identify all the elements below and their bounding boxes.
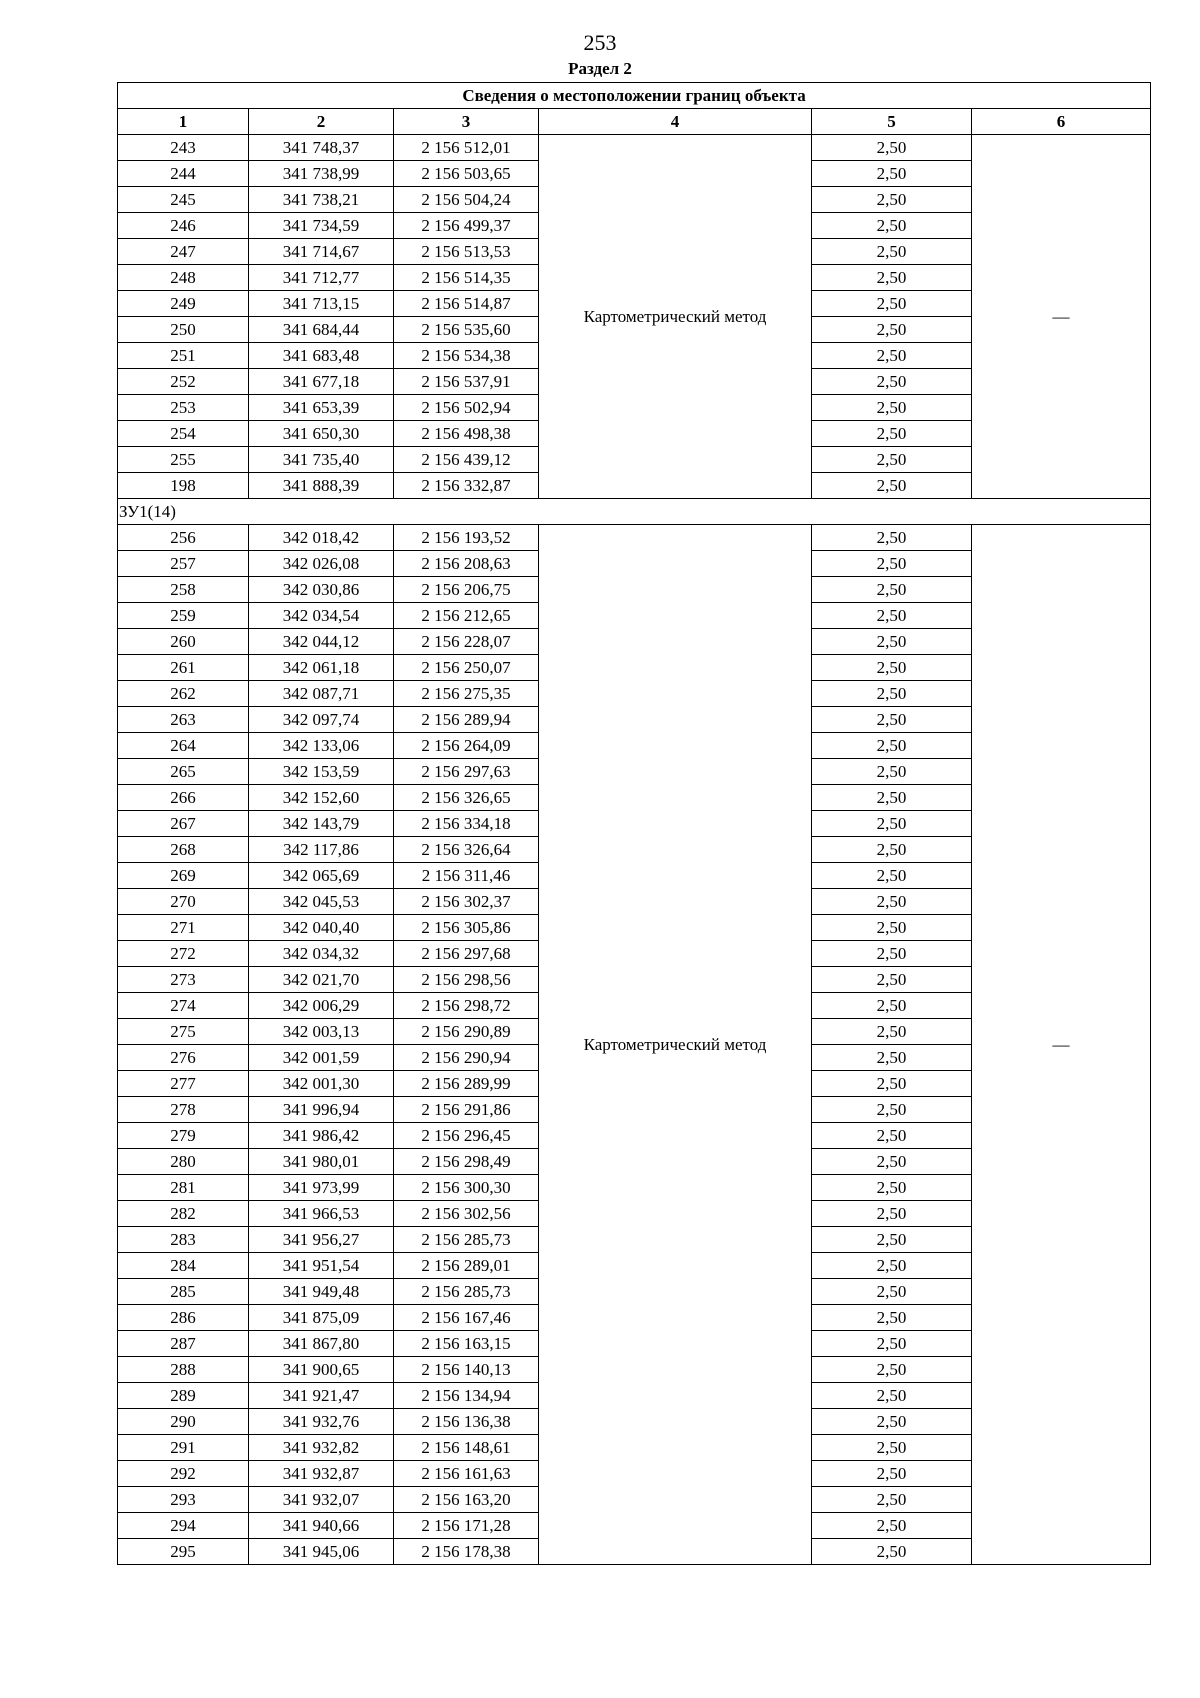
accuracy-value: 2,50 (812, 1357, 972, 1383)
point-number: 198 (118, 473, 249, 499)
point-number: 274 (118, 993, 249, 1019)
table-row (118, 135, 1151, 161)
x-coordinate: 342 001,59 (249, 1045, 394, 1071)
method-cell: Картометрический метод (539, 525, 812, 1565)
point-number: 244 (118, 161, 249, 187)
x-coordinate: 342 133,06 (249, 733, 394, 759)
y-coordinate: 2 156 302,56 (394, 1201, 539, 1227)
table-body (118, 135, 1151, 1565)
point-number: 252 (118, 369, 249, 395)
y-coordinate: 2 156 161,63 (394, 1461, 539, 1487)
accuracy-value: 2,50 (812, 1461, 972, 1487)
column-number-5: 5 (812, 109, 972, 135)
x-coordinate: 342 021,70 (249, 967, 394, 993)
x-coordinate: 341 932,82 (249, 1435, 394, 1461)
point-number: 279 (118, 1123, 249, 1149)
y-coordinate: 2 156 171,28 (394, 1513, 539, 1539)
y-coordinate: 2 156 334,18 (394, 811, 539, 837)
accuracy-value: 2,50 (812, 1409, 972, 1435)
point-number: 259 (118, 603, 249, 629)
point-number: 265 (118, 759, 249, 785)
accuracy-value: 2,50 (812, 473, 972, 499)
y-coordinate: 2 156 291,86 (394, 1097, 539, 1123)
point-number: 255 (118, 447, 249, 473)
x-coordinate: 341 653,39 (249, 395, 394, 421)
y-coordinate: 2 156 513,53 (394, 239, 539, 265)
x-coordinate: 341 738,21 (249, 187, 394, 213)
accuracy-value: 2,50 (812, 707, 972, 733)
accuracy-value: 2,50 (812, 1071, 972, 1097)
point-number: 287 (118, 1331, 249, 1357)
point-number: 254 (118, 421, 249, 447)
y-coordinate: 2 156 498,38 (394, 421, 539, 447)
column-number-4: 4 (539, 109, 812, 135)
point-number: 267 (118, 811, 249, 837)
point-number: 268 (118, 837, 249, 863)
accuracy-value: 2,50 (812, 447, 972, 473)
accuracy-value: 2,50 (812, 291, 972, 317)
x-coordinate: 341 684,44 (249, 317, 394, 343)
y-coordinate: 2 156 134,94 (394, 1383, 539, 1409)
y-coordinate: 2 156 298,56 (394, 967, 539, 993)
accuracy-value: 2,50 (812, 629, 972, 655)
point-number: 288 (118, 1357, 249, 1383)
point-number: 294 (118, 1513, 249, 1539)
accuracy-value: 2,50 (812, 343, 972, 369)
point-number: 243 (118, 135, 249, 161)
accuracy-value: 2,50 (812, 1175, 972, 1201)
y-coordinate: 2 156 535,60 (394, 317, 539, 343)
point-number: 270 (118, 889, 249, 915)
point-number: 253 (118, 395, 249, 421)
y-coordinate: 2 156 332,87 (394, 473, 539, 499)
point-number: 277 (118, 1071, 249, 1097)
x-coordinate: 342 065,69 (249, 863, 394, 889)
x-coordinate: 341 683,48 (249, 343, 394, 369)
accuracy-value: 2,50 (812, 785, 972, 811)
y-coordinate: 2 156 212,65 (394, 603, 539, 629)
y-coordinate: 2 156 311,46 (394, 863, 539, 889)
x-coordinate: 341 986,42 (249, 1123, 394, 1149)
x-coordinate: 342 030,86 (249, 577, 394, 603)
table-row (118, 525, 1151, 551)
point-number: 278 (118, 1097, 249, 1123)
point-number: 247 (118, 239, 249, 265)
accuracy-value: 2,50 (812, 317, 972, 343)
x-coordinate: 341 734,59 (249, 213, 394, 239)
y-coordinate: 2 156 326,64 (394, 837, 539, 863)
x-coordinate: 341 677,18 (249, 369, 394, 395)
accuracy-value: 2,50 (812, 863, 972, 889)
x-coordinate: 341 921,47 (249, 1383, 394, 1409)
accuracy-value: 2,50 (812, 161, 972, 187)
y-coordinate: 2 156 136,38 (394, 1409, 539, 1435)
y-coordinate: 2 156 514,35 (394, 265, 539, 291)
y-coordinate: 2 156 148,61 (394, 1435, 539, 1461)
point-number: 276 (118, 1045, 249, 1071)
y-coordinate: 2 156 297,63 (394, 759, 539, 785)
x-coordinate: 342 061,18 (249, 655, 394, 681)
y-coordinate: 2 156 228,07 (394, 629, 539, 655)
y-coordinate: 2 156 503,65 (394, 161, 539, 187)
y-coordinate: 2 156 206,75 (394, 577, 539, 603)
point-number: 295 (118, 1539, 249, 1565)
x-coordinate: 342 001,30 (249, 1071, 394, 1097)
y-coordinate: 2 156 163,20 (394, 1487, 539, 1513)
y-coordinate: 2 156 326,65 (394, 785, 539, 811)
column-number-row (118, 109, 1151, 135)
point-number: 282 (118, 1201, 249, 1227)
point-number: 290 (118, 1409, 249, 1435)
point-number: 269 (118, 863, 249, 889)
accuracy-value: 2,50 (812, 135, 972, 161)
y-coordinate: 2 156 534,38 (394, 343, 539, 369)
point-number: 292 (118, 1461, 249, 1487)
accuracy-value: 2,50 (812, 239, 972, 265)
point-number: 245 (118, 187, 249, 213)
x-coordinate: 341 996,94 (249, 1097, 394, 1123)
x-coordinate: 341 900,65 (249, 1357, 394, 1383)
x-coordinate: 341 712,77 (249, 265, 394, 291)
y-coordinate: 2 156 302,37 (394, 889, 539, 915)
y-coordinate: 2 156 537,91 (394, 369, 539, 395)
point-number: 272 (118, 941, 249, 967)
y-coordinate: 2 156 512,01 (394, 135, 539, 161)
accuracy-value: 2,50 (812, 941, 972, 967)
accuracy-value: 2,50 (812, 1539, 972, 1565)
x-coordinate: 342 117,86 (249, 837, 394, 863)
y-coordinate: 2 156 285,73 (394, 1227, 539, 1253)
x-coordinate: 342 040,40 (249, 915, 394, 941)
y-coordinate: 2 156 502,94 (394, 395, 539, 421)
y-coordinate: 2 156 439,12 (394, 447, 539, 473)
point-number: 281 (118, 1175, 249, 1201)
point-number: 266 (118, 785, 249, 811)
x-coordinate: 341 949,48 (249, 1279, 394, 1305)
point-number: 289 (118, 1383, 249, 1409)
y-coordinate: 2 156 250,07 (394, 655, 539, 681)
y-coordinate: 2 156 167,46 (394, 1305, 539, 1331)
point-number: 284 (118, 1253, 249, 1279)
accuracy-value: 2,50 (812, 551, 972, 577)
accuracy-value: 2,50 (812, 1045, 972, 1071)
method-cell: Картометрический метод (539, 135, 812, 499)
y-coordinate: 2 156 208,63 (394, 551, 539, 577)
x-coordinate: 341 940,66 (249, 1513, 394, 1539)
accuracy-value: 2,50 (812, 837, 972, 863)
accuracy-value: 2,50 (812, 1201, 972, 1227)
y-coordinate: 2 156 289,94 (394, 707, 539, 733)
accuracy-value: 2,50 (812, 1227, 972, 1253)
y-coordinate: 2 156 514,87 (394, 291, 539, 317)
point-number: 263 (118, 707, 249, 733)
point-number: 251 (118, 343, 249, 369)
y-coordinate: 2 156 178,38 (394, 1539, 539, 1565)
page-number: 253 (583, 30, 617, 55)
point-number: 260 (118, 629, 249, 655)
y-coordinate: 2 156 193,52 (394, 525, 539, 551)
point-number: 258 (118, 577, 249, 603)
accuracy-value: 2,50 (812, 967, 972, 993)
accuracy-value: 2,50 (812, 1097, 972, 1123)
x-coordinate: 342 097,74 (249, 707, 394, 733)
group-label-row (118, 499, 1151, 525)
y-coordinate: 2 156 290,89 (394, 1019, 539, 1045)
accuracy-value: 2,50 (812, 213, 972, 239)
x-coordinate: 341 713,15 (249, 291, 394, 317)
column-6-dash: — (972, 525, 1151, 1565)
x-coordinate: 342 034,54 (249, 603, 394, 629)
x-coordinate: 342 003,13 (249, 1019, 394, 1045)
x-coordinate: 341 748,37 (249, 135, 394, 161)
accuracy-value: 2,50 (812, 915, 972, 941)
point-number: 261 (118, 655, 249, 681)
accuracy-value: 2,50 (812, 525, 972, 551)
y-coordinate: 2 156 305,86 (394, 915, 539, 941)
point-number: 246 (118, 213, 249, 239)
x-coordinate: 342 045,53 (249, 889, 394, 915)
x-coordinate: 341 932,07 (249, 1487, 394, 1513)
x-coordinate: 342 044,12 (249, 629, 394, 655)
column-number-3: 3 (394, 109, 539, 135)
x-coordinate: 341 714,67 (249, 239, 394, 265)
accuracy-value: 2,50 (812, 1123, 972, 1149)
x-coordinate: 341 966,53 (249, 1201, 394, 1227)
x-coordinate: 342 026,08 (249, 551, 394, 577)
x-coordinate: 341 932,87 (249, 1461, 394, 1487)
accuracy-value: 2,50 (812, 1019, 972, 1045)
point-number: 293 (118, 1487, 249, 1513)
point-number: 271 (118, 915, 249, 941)
x-coordinate: 341 951,54 (249, 1253, 394, 1279)
x-coordinate: 341 980,01 (249, 1149, 394, 1175)
point-number: 248 (118, 265, 249, 291)
column-number-2: 2 (249, 109, 394, 135)
y-coordinate: 2 156 289,01 (394, 1253, 539, 1279)
x-coordinate: 342 152,60 (249, 785, 394, 811)
accuracy-value: 2,50 (812, 1331, 972, 1357)
accuracy-value: 2,50 (812, 187, 972, 213)
y-coordinate: 2 156 297,68 (394, 941, 539, 967)
x-coordinate: 341 875,09 (249, 1305, 394, 1331)
point-number: 264 (118, 733, 249, 759)
x-coordinate: 342 087,71 (249, 681, 394, 707)
y-coordinate: 2 156 300,30 (394, 1175, 539, 1201)
point-number: 291 (118, 1435, 249, 1461)
point-number: 275 (118, 1019, 249, 1045)
x-coordinate: 342 143,79 (249, 811, 394, 837)
x-coordinate: 341 888,39 (249, 473, 394, 499)
point-number: 262 (118, 681, 249, 707)
accuracy-value: 2,50 (812, 733, 972, 759)
column-number-6: 6 (972, 109, 1151, 135)
accuracy-value: 2,50 (812, 369, 972, 395)
column-number-1: 1 (118, 109, 249, 135)
x-coordinate: 341 956,27 (249, 1227, 394, 1253)
accuracy-value: 2,50 (812, 1513, 972, 1539)
accuracy-value: 2,50 (812, 1435, 972, 1461)
point-number: 280 (118, 1149, 249, 1175)
y-coordinate: 2 156 290,94 (394, 1045, 539, 1071)
accuracy-value: 2,50 (812, 265, 972, 291)
y-coordinate: 2 156 499,37 (394, 213, 539, 239)
x-coordinate: 341 973,99 (249, 1175, 394, 1201)
accuracy-value: 2,50 (812, 993, 972, 1019)
x-coordinate: 342 018,42 (249, 525, 394, 551)
boundary-coordinates-table (117, 82, 1151, 1565)
accuracy-value: 2,50 (812, 889, 972, 915)
x-coordinate: 341 932,76 (249, 1409, 394, 1435)
point-number: 286 (118, 1305, 249, 1331)
y-coordinate: 2 156 264,09 (394, 733, 539, 759)
accuracy-value: 2,50 (812, 1253, 972, 1279)
point-number: 273 (118, 967, 249, 993)
section-title: Раздел 2 (568, 59, 632, 78)
point-number: 285 (118, 1279, 249, 1305)
accuracy-value: 2,50 (812, 1279, 972, 1305)
y-coordinate: 2 156 296,45 (394, 1123, 539, 1149)
accuracy-value: 2,50 (812, 603, 972, 629)
x-coordinate: 342 153,59 (249, 759, 394, 785)
y-coordinate: 2 156 298,72 (394, 993, 539, 1019)
y-coordinate: 2 156 140,13 (394, 1357, 539, 1383)
table-caption: Сведения о местоположении границ объекта (118, 83, 1151, 109)
accuracy-value: 2,50 (812, 655, 972, 681)
accuracy-value: 2,50 (812, 395, 972, 421)
x-coordinate: 341 867,80 (249, 1331, 394, 1357)
y-coordinate: 2 156 298,49 (394, 1149, 539, 1175)
y-coordinate: 2 156 163,15 (394, 1331, 539, 1357)
group-label: ЗУ1(14) (118, 499, 1151, 525)
accuracy-value: 2,50 (812, 1305, 972, 1331)
point-number: 283 (118, 1227, 249, 1253)
x-coordinate: 341 650,30 (249, 421, 394, 447)
point-number: 250 (118, 317, 249, 343)
x-coordinate: 341 945,06 (249, 1539, 394, 1565)
x-coordinate: 342 006,29 (249, 993, 394, 1019)
x-coordinate: 341 738,99 (249, 161, 394, 187)
x-coordinate: 342 034,32 (249, 941, 394, 967)
y-coordinate: 2 156 285,73 (394, 1279, 539, 1305)
accuracy-value: 2,50 (812, 1487, 972, 1513)
point-number: 257 (118, 551, 249, 577)
point-number: 256 (118, 525, 249, 551)
y-coordinate: 2 156 289,99 (394, 1071, 539, 1097)
point-number: 249 (118, 291, 249, 317)
column-6-dash: — (972, 135, 1151, 499)
y-coordinate: 2 156 275,35 (394, 681, 539, 707)
accuracy-value: 2,50 (812, 811, 972, 837)
accuracy-value: 2,50 (812, 421, 972, 447)
accuracy-value: 2,50 (812, 577, 972, 603)
accuracy-value: 2,50 (812, 1149, 972, 1175)
x-coordinate: 341 735,40 (249, 447, 394, 473)
accuracy-value: 2,50 (812, 1383, 972, 1409)
accuracy-value: 2,50 (812, 759, 972, 785)
accuracy-value: 2,50 (812, 681, 972, 707)
y-coordinate: 2 156 504,24 (394, 187, 539, 213)
